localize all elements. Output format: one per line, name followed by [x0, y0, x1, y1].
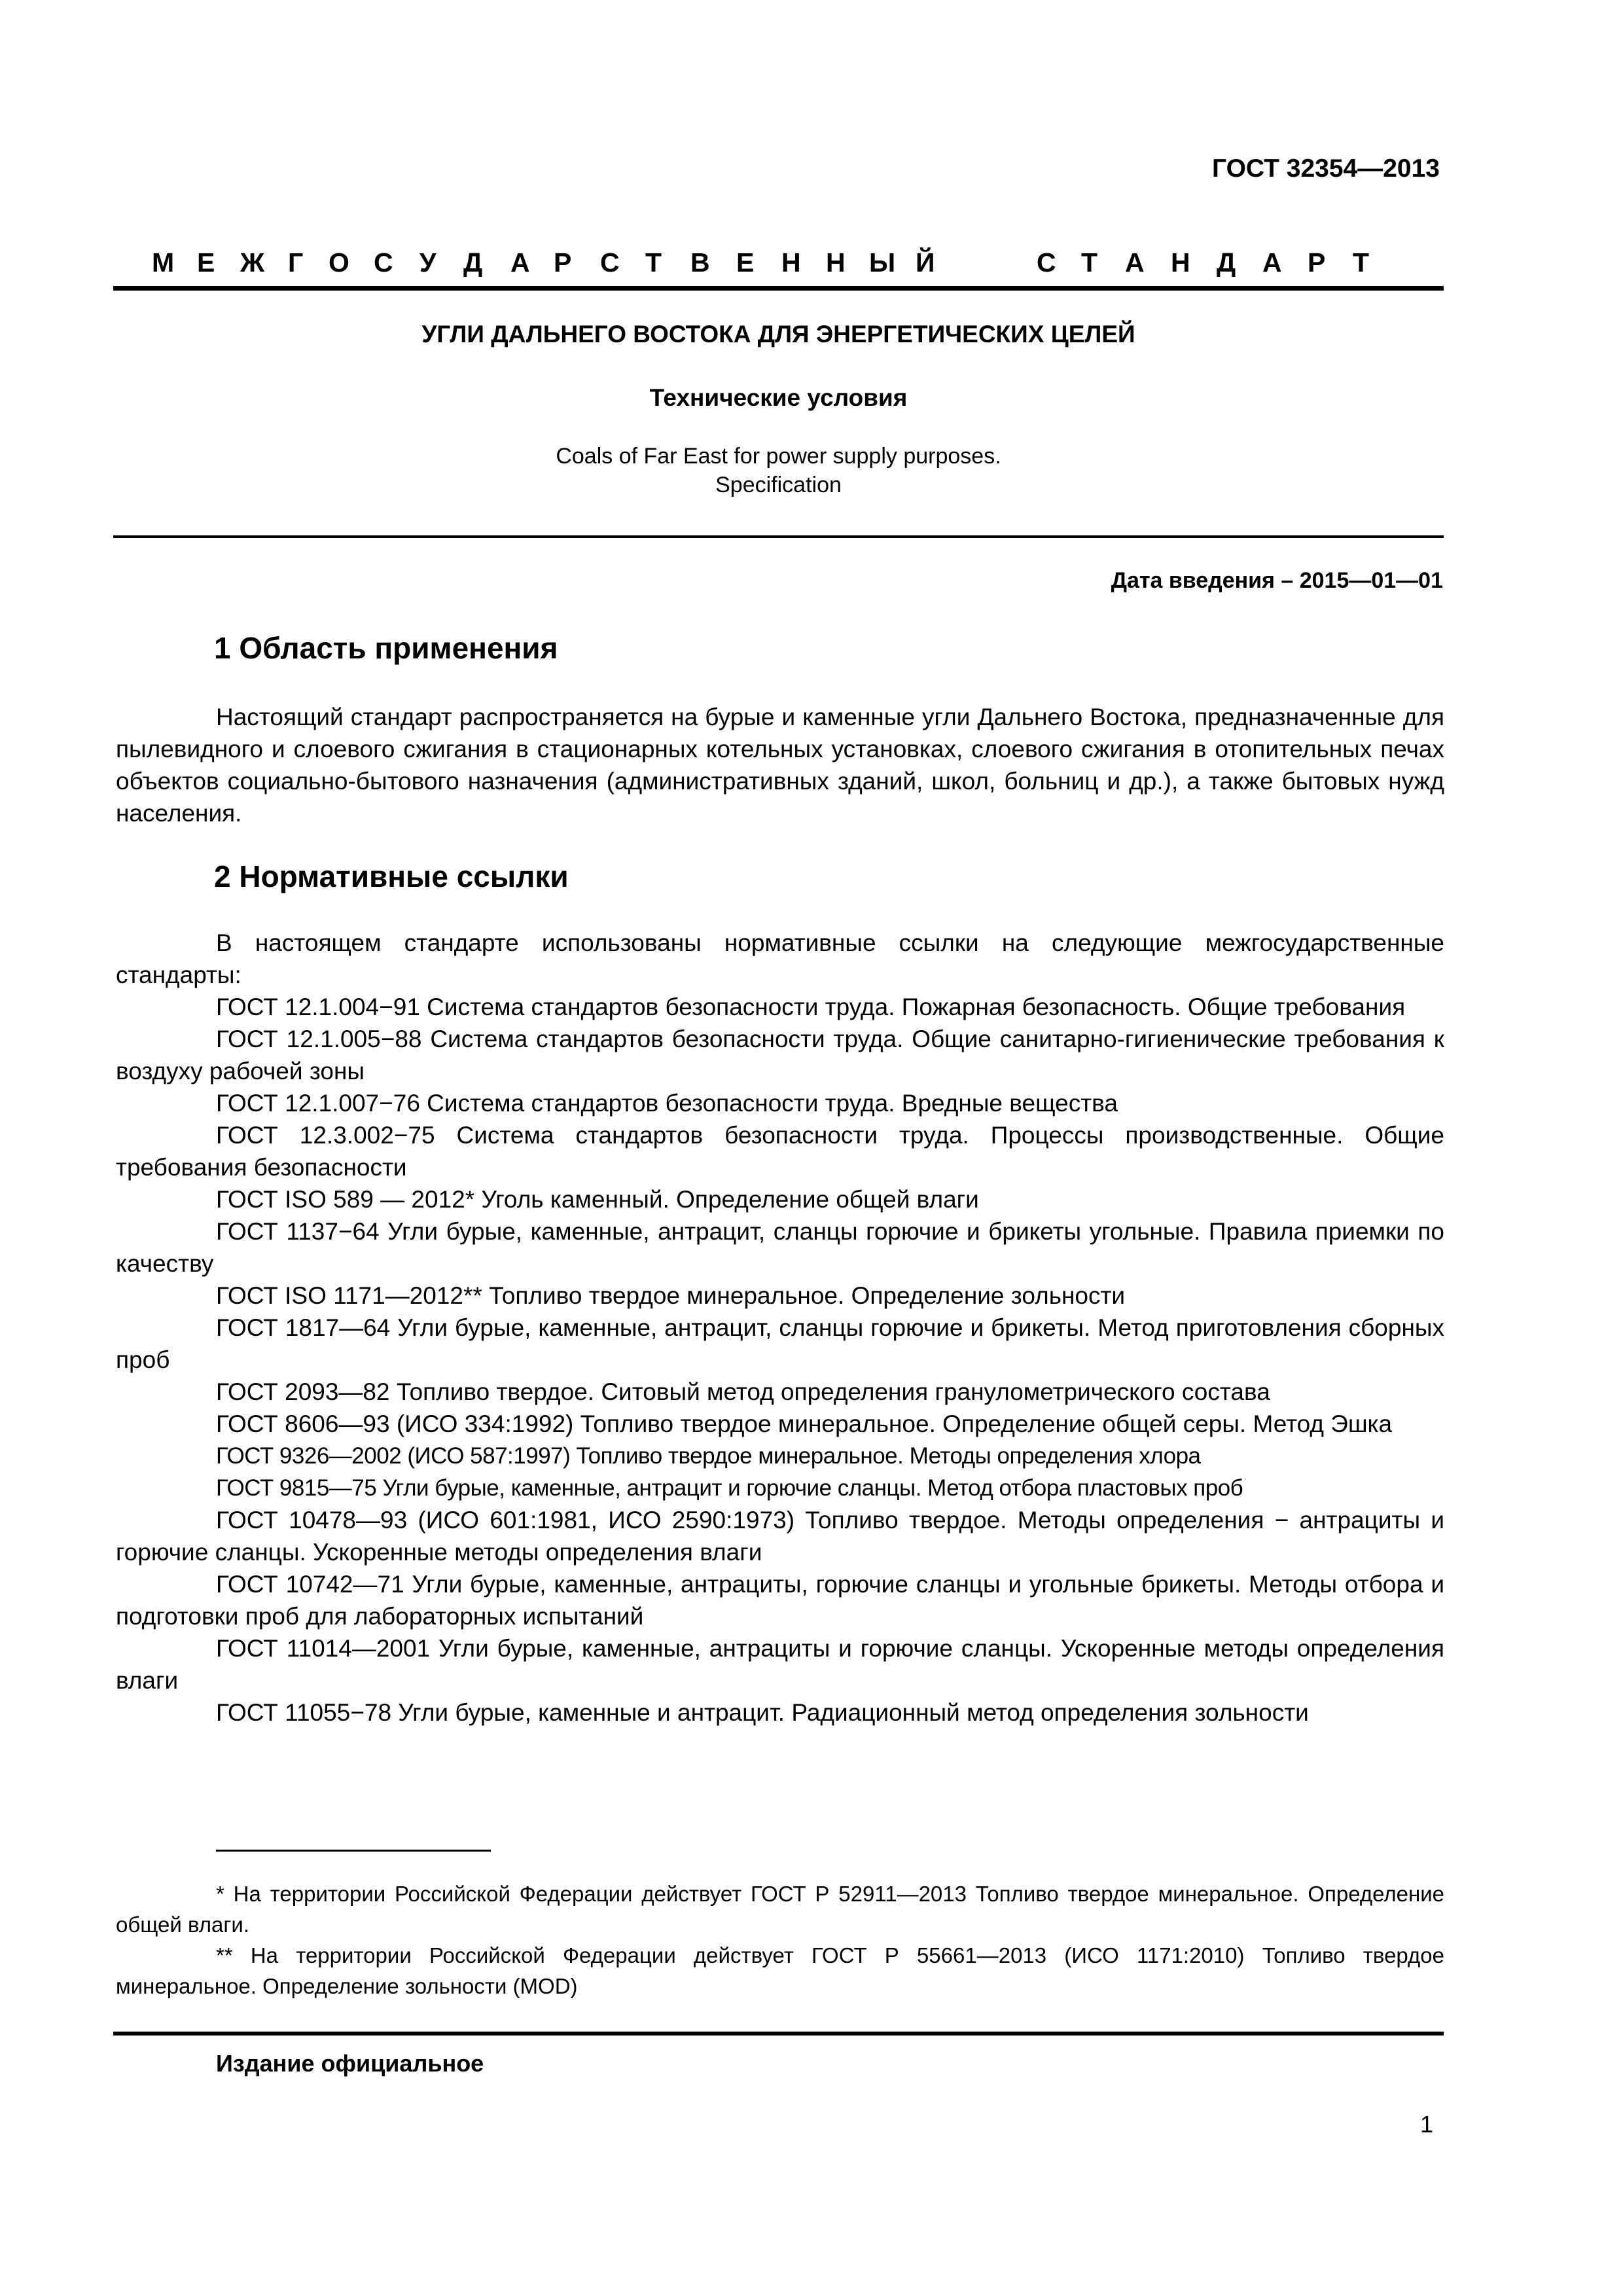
section-1-body [116, 701, 1444, 829]
heading-letter: Е [197, 247, 215, 278]
heading-letter: Д [1217, 247, 1236, 278]
heading-letter: С [374, 247, 393, 278]
heading-letter: Р [1308, 247, 1326, 278]
reference-item: ГОСТ 9326—2002 (ИСО 587:1997) Топливо твердое минеральное. Методы определения хлора [216, 1443, 1201, 1469]
scope-paragraph: Настоящий стандарт распространяется на бурые и каменные угли Дальнего Востока, предназначенные для пылевидного и слоевого сжигания в стационарных котельных установках, слоевого сжигания в отопительных печах объектов социально-бытового назначения (административных зданий, школ, больниц и др.), а также бытовых нужд населения. [116, 704, 1444, 827]
heading-letter: Н [781, 247, 801, 278]
reference-item: ГОСТ 10478—93 (ИСО 601:1981, ИСО 2590:1973) Топливо твердое. Методы определения − антрациты и горючие сланцы. Ускоренные методы определения влаги [116, 1507, 1444, 1566]
heading-letter: Р [554, 247, 572, 278]
reference-item: ГОСТ 1137−64 Угли бурые, каменные, антрацит, сланцы горючие и брикеты угольные. Правила приемки по качеству [116, 1218, 1444, 1277]
english-title-line1: Coals of Far East for power supply purposes. [556, 444, 1001, 469]
references-intro: В настоящем стандарте использованы нормативные ссылки на следующие межгосударственные стандарты: [116, 929, 1444, 988]
heading-letter: М [152, 247, 175, 278]
heading-letter: О [329, 247, 349, 278]
footnote-2: ** На территории Российской Федерации действует ГОСТ Р 55661—2013 (ИСО 1171:2010) Топливо твердое минеральное. Определение зольности (MOD) [116, 1943, 1444, 1998]
heading-letter: Ж [240, 247, 265, 278]
reference-item: ГОСТ ISO 1171—2012** Топливо твердое минеральное. Определение зольности [216, 1282, 1126, 1309]
reference-item: ГОСТ 2093—82 Топливо твердое. Ситовый метод определения гранулометрического состава [216, 1378, 1270, 1405]
top-rule [113, 286, 1444, 291]
heading-letter: А [1125, 247, 1145, 278]
heading-letter: У [419, 247, 437, 278]
reference-item: ГОСТ 10742—71 Угли бурые, каменные, антрациты, горючие сланцы и угольные брикеты. Методы отбора и подготовки проб для лабораторных испытаний [116, 1571, 1444, 1630]
edition-label: Издание официальное [216, 2050, 484, 2077]
reference-item: ГОСТ 12.1.005−88 Система стандартов безопасности труда. Общие санитарно-гигиенические требования к воздуху рабочей зоны [116, 1026, 1444, 1085]
heading-letter: Н [826, 247, 846, 278]
heading-letter: Ы [869, 247, 896, 278]
heading-letter: А [1262, 247, 1282, 278]
english-title-line2: Specification [715, 473, 842, 497]
heading-letter: Г [288, 247, 304, 278]
heading-letter: Й [916, 247, 935, 278]
reference-item: ГОСТ 1817—64 Угли бурые, каменные, антрацит, сланцы горючие и брикеты. Метод приготовления сборных проб [116, 1314, 1444, 1373]
heading-letter: А [510, 247, 530, 278]
heading-letter: С [600, 247, 620, 278]
heading-letter: Е [736, 247, 755, 278]
reference-item: ГОСТ ISO 589 — 2012* Уголь каменный. Определение общей влаги [216, 1186, 979, 1213]
heading-letter: Т [645, 247, 662, 278]
reference-item: ГОСТ 8606—93 (ИСО 334:1992) Топливо твердое минеральное. Определение общей серы. Метод Эшка [216, 1410, 1393, 1437]
reference-item: ГОСТ 12.3.002−75 Система стандартов безопасности труда. Процессы производственные. Общие требования безопасности [116, 1122, 1444, 1181]
reference-item: ГОСТ 12.1.007−76 Система стандартов безопасности труда. Вредные вещества [216, 1090, 1118, 1117]
document-subtitle: Технические условия [649, 384, 908, 411]
heading-letter: Д [463, 247, 483, 278]
section-2-heading: 2 Нормативные ссылки [214, 859, 569, 893]
page-number: 1 [1419, 2111, 1433, 2138]
bottom-rule [113, 2032, 1444, 2036]
reference-item: ГОСТ 12.1.004−91 Система стандартов безопасности труда. Пожарная безопасность. Общие требования [216, 994, 1406, 1020]
footnote-separator [216, 1850, 491, 1852]
footnotes [116, 1878, 1444, 2001]
footnote-1: * На территории Российской Федерации действует ГОСТ Р 52911—2013 Топливо твердое минеральное. Определение общей влаги. [116, 1882, 1444, 1937]
heading-letter: Т [1353, 247, 1370, 278]
section-1-heading: 1 Область применения [214, 631, 558, 665]
document-title: УГЛИ ДАЛЬНЕГО ВОСТОКА ДЛЯ ЭНЕРГЕТИЧЕСКИХ ЦЕЛЕЙ [421, 321, 1135, 348]
reference-item: ГОСТ 11014—2001 Угли бурые, каменные, антрациты и горючие сланцы. Ускоренные методы определения влаги [116, 1635, 1444, 1694]
heading-letter: Н [1171, 247, 1190, 278]
reference-item: ГОСТ 11055−78 Угли бурые, каменные и антрацит. Радиационный метод определения зольности [216, 1699, 1309, 1726]
introduction-date: Дата введения – 2015—01—01 [1111, 568, 1443, 593]
reference-item: ГОСТ 9815—75 Угли бурые, каменные, антрацит и горючие сланцы. Метод отбора пластовых проб [216, 1475, 1243, 1501]
document-id: ГОСТ 32354—2013 [1212, 154, 1440, 183]
heading-letter: В [690, 247, 710, 278]
section-2-body [116, 927, 1444, 1729]
heading-letter: С [1037, 247, 1056, 278]
heading-letter: Т [1081, 247, 1098, 278]
title-rule [113, 535, 1444, 538]
